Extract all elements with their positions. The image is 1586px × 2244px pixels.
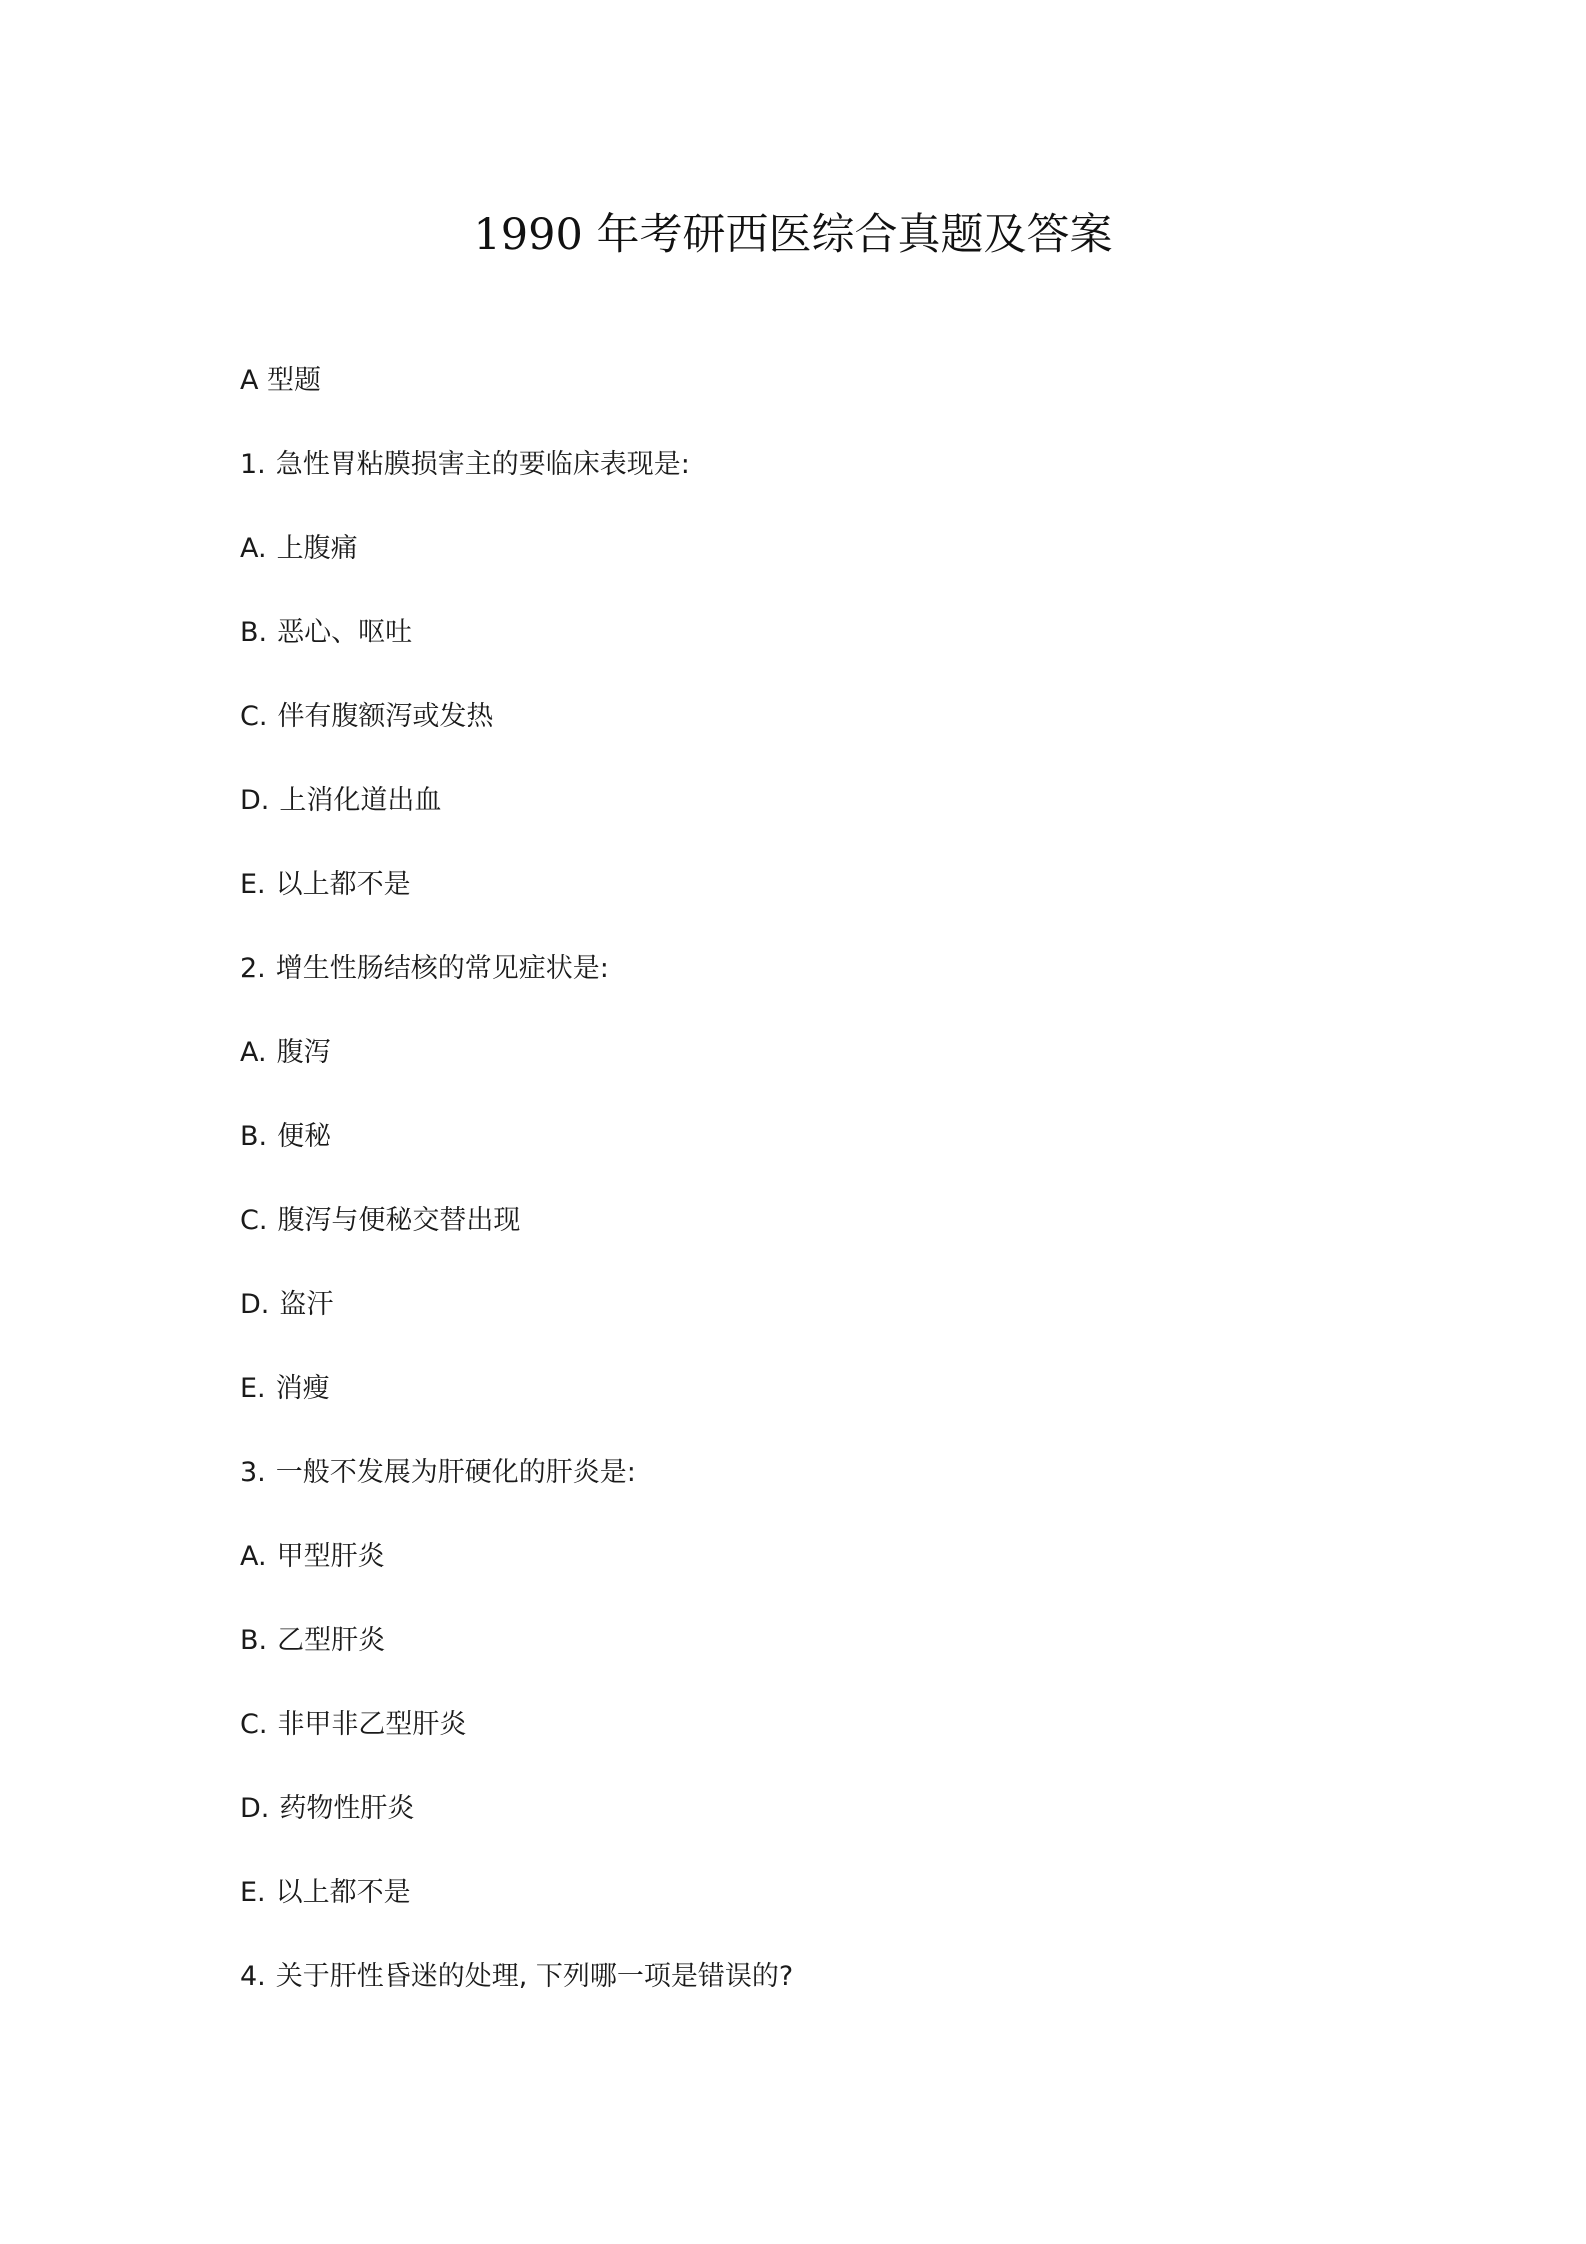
option-1e <box>240 866 411 904</box>
option-text: 以上都不是 <box>275 1877 411 1908</box>
option-letter: E. <box>240 1373 266 1404</box>
question-1 <box>240 446 690 484</box>
option-letter: B. <box>240 1625 268 1656</box>
option-text: 以上都不是 <box>275 869 411 900</box>
question-number: 3. <box>240 1457 266 1488</box>
option-text: 消瘦 <box>275 1373 330 1404</box>
option-letter: C. <box>240 1709 268 1740</box>
option-2d <box>240 1286 333 1324</box>
option-3e <box>240 1874 411 1912</box>
question-number: 1. <box>240 449 266 480</box>
option-2a <box>240 1034 331 1072</box>
option-letter: D. <box>240 1793 270 1824</box>
option-1d <box>240 782 441 820</box>
question-4 <box>240 1958 793 1996</box>
option-text: 乙型肝炎 <box>277 1625 386 1656</box>
option-3c <box>240 1706 466 1744</box>
option-letter: D. <box>240 1289 270 1320</box>
option-text: 上消化道出血 <box>279 785 442 816</box>
option-text: 上腹痛 <box>276 533 358 564</box>
option-letter: B. <box>240 1121 268 1152</box>
option-text: 腹泻与便秘交替出现 <box>277 1205 521 1236</box>
option-text: 甲型肝炎 <box>276 1541 385 1572</box>
question-number: 2. <box>240 953 266 984</box>
question-stem: 急性胃粘膜损害主的要临床表现是: <box>275 449 690 480</box>
document-title: 1990 年考研西医综合真题及答案 <box>473 210 1113 260</box>
option-letter: D. <box>240 785 270 816</box>
option-letter: B. <box>240 617 268 648</box>
option-text: 腹泻 <box>276 1037 331 1068</box>
option-text: 非甲非乙型肝炎 <box>277 1709 467 1740</box>
option-letter: E. <box>240 1877 266 1908</box>
question-stem: 关于肝性昏迷的处理, 下列哪一项是错误的? <box>275 1961 794 1992</box>
option-3d <box>240 1790 414 1828</box>
option-text: 盗汗 <box>279 1289 334 1320</box>
option-text: 恶心、呕吐 <box>277 617 413 648</box>
option-text: 伴有腹额泻或发热 <box>277 701 494 732</box>
question-3 <box>240 1454 636 1492</box>
question-stem: 一般不发展为肝硬化的肝炎是: <box>275 1457 636 1488</box>
question-number: 4. <box>240 1961 266 1992</box>
option-text: 便秘 <box>277 1121 332 1152</box>
option-letter: A. <box>240 1037 267 1068</box>
question-2 <box>240 950 609 988</box>
option-letter: C. <box>240 701 268 732</box>
option-2c <box>240 1202 520 1240</box>
option-1a <box>240 530 358 568</box>
option-letter: E. <box>240 869 266 900</box>
option-letter: C. <box>240 1205 268 1236</box>
option-2b <box>240 1118 331 1156</box>
option-2e <box>240 1370 330 1408</box>
option-1c <box>240 698 493 736</box>
option-3a <box>240 1538 385 1576</box>
question-stem: 增生性肠结核的常见症状是: <box>275 953 609 984</box>
option-1b <box>240 614 412 652</box>
section-heading: A 型题 <box>240 365 322 396</box>
option-letter: A. <box>240 1541 267 1572</box>
option-text: 药物性肝炎 <box>279 1793 415 1824</box>
option-3b <box>240 1622 385 1660</box>
option-letter: A. <box>240 533 267 564</box>
